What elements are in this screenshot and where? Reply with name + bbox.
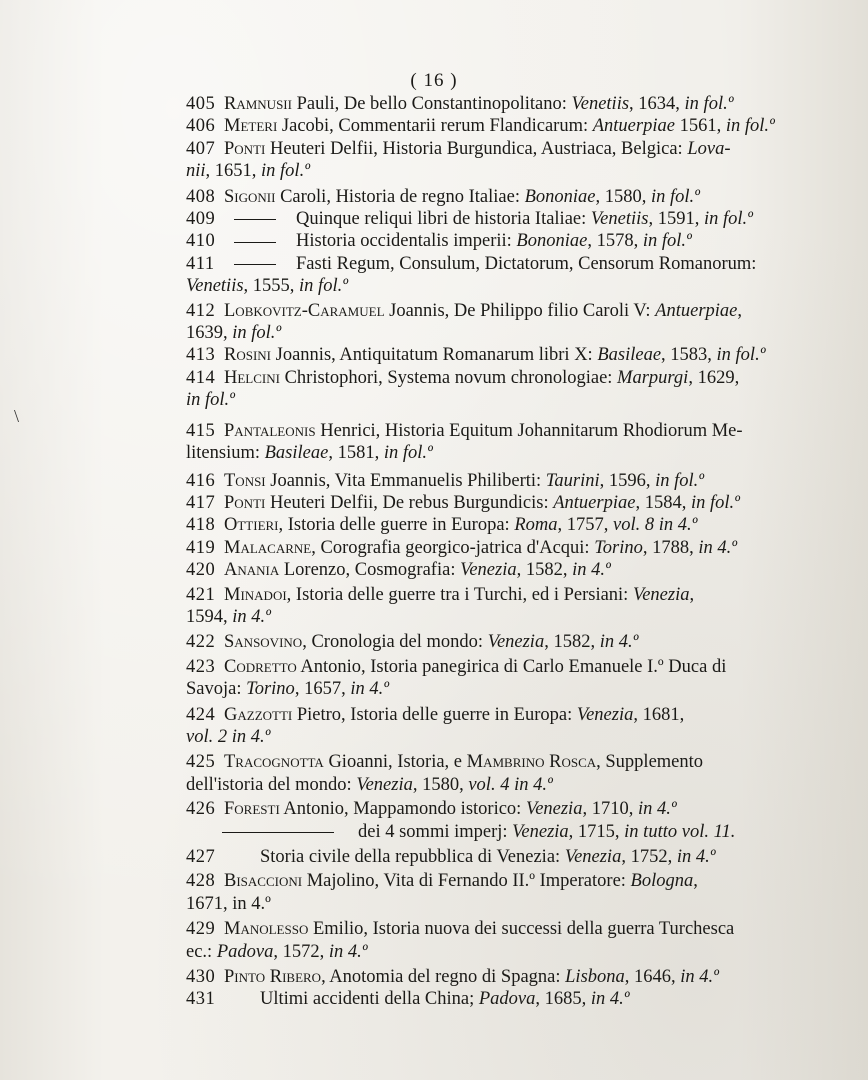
author-name: Pantaleonis (224, 420, 316, 441)
format-note: in tutto vol. 11. (624, 821, 736, 842)
entry-line (186, 367, 786, 389)
imprint-place: Bononiae (516, 231, 588, 252)
author-name: Rosini (224, 345, 272, 366)
bibliography-list (186, 93, 786, 1011)
author-name: Ponti (224, 138, 266, 159)
author-name: Anania (224, 560, 280, 581)
imprint-year: , 1572, (273, 941, 329, 962)
entry-number: 415 (186, 420, 216, 441)
format-note: in fol.º (651, 186, 700, 207)
entry-number: 413 (186, 345, 216, 366)
entry-number: 422 (186, 632, 216, 653)
entry-number: 409 (186, 209, 216, 230)
margin-mark: \ (14, 406, 20, 426)
entry-continuation-line (186, 726, 786, 748)
format-note: in 4.º (328, 941, 368, 962)
imprint-year: , 1629, (688, 367, 740, 388)
entry-continuation-line (186, 678, 786, 700)
imprint-place: Roma (514, 515, 558, 536)
title-text: Antonio, Istoria panegirica di Carlo Emanuele I.º Duca di (296, 656, 727, 677)
imprint-year: , 1757, (557, 515, 613, 536)
imprint-year: , 1582, (544, 632, 600, 653)
imprint-place: Antuerpiae (553, 492, 636, 513)
entry-line (186, 846, 786, 868)
imprint-place: Padova (478, 989, 536, 1010)
entry-line (186, 186, 786, 208)
imprint-year: , (737, 300, 742, 321)
entry-line (186, 584, 786, 606)
author-name: Sansovino (224, 632, 303, 653)
title-text: Pietro, Istoria delle guerre in Europa: (292, 704, 577, 725)
title-text: 1671, in 4.º (186, 893, 271, 914)
format-note: in fol.º (383, 443, 433, 464)
format-note: in 4.º (676, 847, 716, 867)
author-name: Malacarne (224, 537, 312, 558)
entry-number: 418 (186, 515, 216, 536)
imprint-year: , (689, 584, 695, 605)
title-text: Antonio, Mappamondo istorico: (279, 799, 526, 820)
imprint-place: Antuerpiae (655, 300, 738, 321)
entry-line (186, 208, 786, 230)
format-note: in fol.º (725, 116, 775, 137)
entry-continuation-line (186, 606, 786, 628)
entry-number: 421 (186, 584, 216, 605)
entry-line (186, 344, 786, 366)
entry-number: 410 (186, 231, 216, 252)
imprint-place: Bologna (630, 871, 694, 892)
format-note: in 4.º (680, 967, 719, 988)
entry-continuation-line (186, 821, 786, 843)
title-text: Jacobi, Commentarii rerum Flandicarum: (277, 116, 593, 137)
author-name: Tonsi (224, 470, 266, 491)
entry-line (186, 492, 786, 514)
author-name: Codretto (224, 656, 297, 677)
title-text: Pauli, De bello Constantinopolitano: (291, 94, 572, 114)
entry-number: 411 (186, 253, 215, 274)
author-name: Gazzotti (224, 704, 293, 725)
entry-line (186, 798, 786, 820)
imprint-place: Venezia (460, 560, 517, 581)
entry-line (186, 470, 786, 492)
imprint-place: Venetiis (590, 209, 649, 230)
imprint-place: Lisbona (565, 967, 625, 988)
entry-continuation-line (186, 389, 786, 411)
title-text: Majolino, Vita di Fernando II.º Imperatore: (302, 871, 631, 892)
entry-line (186, 230, 786, 252)
imprint-year: , 1583, (661, 345, 717, 366)
imprint-place: Basileae (264, 443, 329, 464)
title-text: Fasti Regum, Consulum, Dictatorum, Censorum Romanorum: (296, 253, 757, 274)
imprint-year: , 1710, (582, 799, 638, 820)
entry-number: 424 (186, 704, 216, 725)
author-name: Foresti (224, 799, 280, 820)
imprint-place: Basileae (597, 345, 662, 366)
entry-continuation-line (186, 322, 786, 344)
title-text: , Istoria delle guerre tra i Turchi, ed i Persiani: (286, 584, 633, 605)
format-note: in 4.º (350, 679, 389, 700)
entry-number: 427 (186, 847, 216, 867)
imprint-year: , 1596, (599, 470, 656, 491)
format-note: in fol.º (655, 470, 705, 491)
imprint-place: Torino (246, 679, 295, 700)
imprint-place: Lova- (687, 138, 731, 159)
entry-line (186, 966, 786, 988)
entry-line (186, 537, 786, 559)
entry-number: 419 (186, 537, 216, 558)
entry-line (186, 656, 786, 678)
title-text: Joannis, Vita Emmanuelis Philiberti: (265, 470, 546, 491)
author-name: Helcini (224, 367, 280, 388)
entry-line (186, 138, 786, 160)
imprint-year: , 1752, (621, 847, 677, 867)
imprint-year: , 1580, (412, 774, 469, 795)
author-name: Pinto Ribero (224, 967, 322, 988)
imprint-place: Venezia (512, 821, 569, 842)
imprint-year: , 1651, (205, 161, 262, 182)
entry-line (186, 300, 786, 322)
format-note: vol. 2 in 4.º (186, 726, 271, 747)
entry-number: 412 (186, 300, 216, 321)
imprint-place: Torino (594, 537, 643, 558)
entry-number: 408 (186, 186, 216, 207)
title-text: Lorenzo, Cosmografia: (279, 560, 461, 581)
author-name: Ottieri (224, 515, 279, 536)
imprint-year: , 1578, (587, 231, 643, 252)
imprint-year: , 1681, (633, 704, 685, 725)
imprint-place: Taurini (545, 470, 600, 491)
title-text: Gioanni, Istoria, e (323, 752, 467, 773)
title-text: Heuteri Delfii, De rebus Burgundicis: (265, 492, 554, 513)
imprint-year: , 1580, (595, 186, 652, 207)
author-name: Meteri (224, 116, 278, 137)
entry-line (186, 704, 786, 726)
title-text: dell'istoria del mondo: (186, 774, 357, 795)
format-note: in fol.º (232, 323, 282, 344)
entry-continuation-line (186, 893, 786, 915)
format-note: in fol.º (261, 161, 310, 182)
entry-line (186, 631, 786, 653)
title-text: Storia civile della repubblica di Venezia: (260, 847, 565, 867)
entry-number: 429 (186, 919, 216, 940)
entry-number: 420 (186, 560, 216, 581)
entry-continuation-line (186, 774, 786, 796)
format-note: in 4.º (232, 606, 271, 627)
entry-number: 430 (186, 967, 216, 988)
entry-number: 407 (186, 138, 216, 159)
imprint-place: Venezia (576, 704, 634, 725)
title-text: Caroli, Historia de regno Italiae: (275, 186, 525, 207)
entry-line (186, 420, 786, 442)
title-text: , Anotomia del regno di Spagna: (321, 967, 566, 988)
imprint-year: , 1646, (624, 967, 681, 988)
title-text: Savoja: (186, 679, 247, 700)
author-name: Sigonii (224, 186, 276, 207)
entry-continuation-line (186, 941, 786, 963)
title-text: Quinque reliqui libri de historia Italiae: (296, 209, 591, 230)
title-text: Ultimi accidenti della China; (260, 989, 479, 1010)
title-text: Heuteri Delfii, Historia Burgundica, Austriaca, Belgica: (265, 138, 688, 159)
format-note: in fol.º (642, 231, 692, 252)
entry-number: 431 (186, 989, 216, 1010)
format-note: in fol.º (703, 209, 753, 230)
entry-line (186, 870, 786, 892)
format-note: in fol.º (684, 94, 734, 114)
imprint-place: Venetiis (186, 276, 244, 297)
format-note: in fol.º (299, 276, 348, 297)
entry-number: 406 (186, 116, 216, 137)
imprint-year: , 1788, (642, 537, 699, 558)
imprint-year: , 1591, (648, 209, 704, 230)
imprint-year: , 1715, (568, 821, 625, 842)
imprint-place: Bononiae (524, 186, 596, 207)
imprint-place: Padova (216, 941, 274, 962)
entry-number: 416 (186, 470, 216, 491)
entry-spacer (186, 412, 786, 420)
imprint-year: , 1582, (516, 560, 573, 581)
entry-number: 425 (186, 752, 216, 773)
author-name: Ponti (224, 492, 266, 513)
ditto-dash (234, 219, 276, 220)
imprint-year: , 1634, (629, 94, 685, 114)
title-text: , Supplemento (596, 752, 704, 773)
author-name: Ramnusii (224, 94, 292, 114)
entry-line (186, 253, 786, 275)
imprint-year: , 1584, (635, 492, 691, 513)
entry-number: 426 (186, 799, 216, 820)
imprint-place: Venezia (525, 799, 583, 820)
imprint-place: Marpurgi (617, 367, 689, 388)
imprint-year: , 1685, (535, 989, 591, 1010)
format-note: vol. 4 in 4.º (468, 774, 553, 795)
ditto-rule (222, 832, 334, 833)
entry-number: 417 (186, 492, 216, 513)
format-note: in fol.º (690, 492, 740, 513)
entry-continuation-line (186, 442, 786, 464)
entry-number: 405 (186, 94, 216, 114)
author-name: Mambrino Rosca (466, 752, 597, 773)
title-text: Joannis, Antiquitatum Romanarum libri X: (271, 345, 598, 366)
author-name: Lobkovitz-Caramuel (224, 300, 385, 321)
entry-line (186, 918, 786, 940)
format-note: in 4.º (698, 537, 738, 558)
imprint-place: Venetiis (571, 94, 630, 114)
imprint-year: , 1657, (294, 679, 351, 700)
ditto-dash (234, 242, 276, 243)
entry-number: 428 (186, 871, 216, 892)
title-text: Joannis, De Philippo filio Caroli V: (384, 300, 656, 321)
page-number: ( 16 ) (410, 70, 458, 91)
entry-line (186, 751, 786, 773)
title-text: Historia occidentalis imperii: (296, 231, 517, 252)
title-text: Henrici, Historia Equitum Johannitarum Rhodiorum Me- (315, 420, 743, 441)
format-note: in 4.º (599, 632, 639, 653)
entry-line (186, 93, 786, 115)
title-text: ec.: (186, 941, 217, 962)
format-note: in 4.º (572, 560, 611, 581)
author-name: Tracognotta (224, 752, 324, 773)
entry-line (186, 988, 786, 1010)
imprint-place: Venezia (632, 584, 690, 605)
imprint-year: , 1581, (328, 443, 384, 464)
title-text: Emilio, Istoria nuova dei successi della guerra Turchesca (308, 919, 735, 940)
title-text: , Istoria delle guerre in Europa: (278, 515, 515, 536)
imprint-year: , (693, 871, 698, 892)
imprint-place: Venezia (487, 632, 545, 653)
format-note: vol. 8 in 4.º (612, 515, 698, 536)
imprint-place: Venezia (564, 847, 622, 867)
format-note: in 4.º (637, 799, 677, 820)
imprint-place: nii (186, 161, 206, 182)
ditto-dash (234, 264, 276, 265)
author-name: Manolesso (224, 919, 309, 940)
format-note: in fol.º (186, 390, 235, 411)
imprint-place: Venezia (356, 774, 413, 795)
format-note: in fol.º (716, 345, 766, 366)
title-text: , Corografia georgico-jatrica d'Acqui: (311, 537, 595, 558)
imprint-year: , 1555, (243, 276, 300, 297)
title-text: Christophori, Systema novum chronologiae: (279, 367, 618, 388)
entry-number: 414 (186, 367, 216, 388)
entry-line (186, 559, 786, 581)
title-text: 1594, (186, 606, 233, 627)
format-note: in 4.º (590, 989, 630, 1010)
title-text: dei 4 sommi imperj: (358, 821, 513, 842)
imprint-place: Antuerpiae (592, 116, 675, 137)
title-text: 1639, (186, 323, 233, 344)
entry-line (186, 115, 786, 137)
imprint-year: 1561, (674, 116, 726, 137)
title-text: , Cronologia del mondo: (302, 632, 488, 653)
entry-continuation-line (186, 160, 786, 182)
title-text: litensium: (186, 443, 265, 464)
entry-line (186, 514, 786, 536)
entry-continuation-line (186, 275, 786, 297)
entry-number: 423 (186, 656, 216, 677)
author-name: Bisaccioni (224, 871, 303, 892)
author-name: Minadoi (224, 584, 287, 605)
